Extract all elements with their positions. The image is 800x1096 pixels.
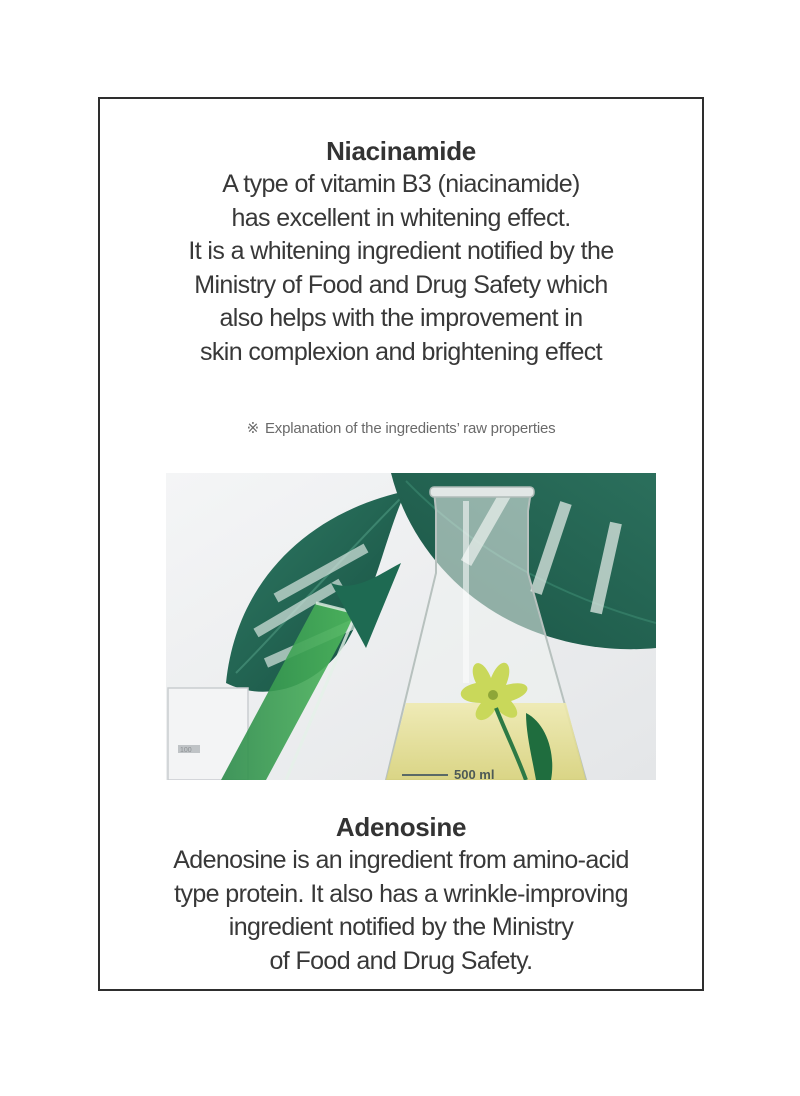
ingredient-photo (166, 473, 656, 780)
niacinamide-line-2: has excellent in whitening effect. (231, 203, 571, 232)
niacinamide-line-5: also helps with the improvement in (219, 304, 583, 332)
niacinamide-line-4: Ministry of Food and Drug Safety which (194, 270, 608, 299)
adenosine-section (100, 811, 702, 978)
adenosine-line-4: of Food and Drug Safety. (269, 946, 533, 975)
flask-label: 500 ml (454, 767, 495, 780)
niacinamide-title: Niacinamide (326, 136, 476, 166)
beaker-label: 100 (180, 747, 192, 754)
content-frame (98, 97, 704, 991)
note-text: Explanation of the ingredients’ raw properties (264, 420, 556, 437)
adenosine-line-3: ingredient notified by the Ministry (228, 913, 574, 941)
adenosine-line-1: Adenosine is an ingredient from amino-acid (173, 846, 629, 874)
niacinamide-line-3: It is a whitening ingredient notified by the (188, 237, 614, 265)
niacinamide-section (100, 135, 702, 369)
adenosine-line-2: type protein. It also has a wrinkle-improving (174, 879, 628, 908)
niacinamide-line-6: skin complexion and brightening effect (199, 337, 602, 366)
adenosine-title: Adenosine (335, 812, 467, 842)
reference-mark-icon: ※ (246, 420, 259, 437)
niacinamide-line-1: A type of vitamin B3 (niacinamide) (222, 170, 580, 198)
ingredient-note (100, 419, 702, 437)
